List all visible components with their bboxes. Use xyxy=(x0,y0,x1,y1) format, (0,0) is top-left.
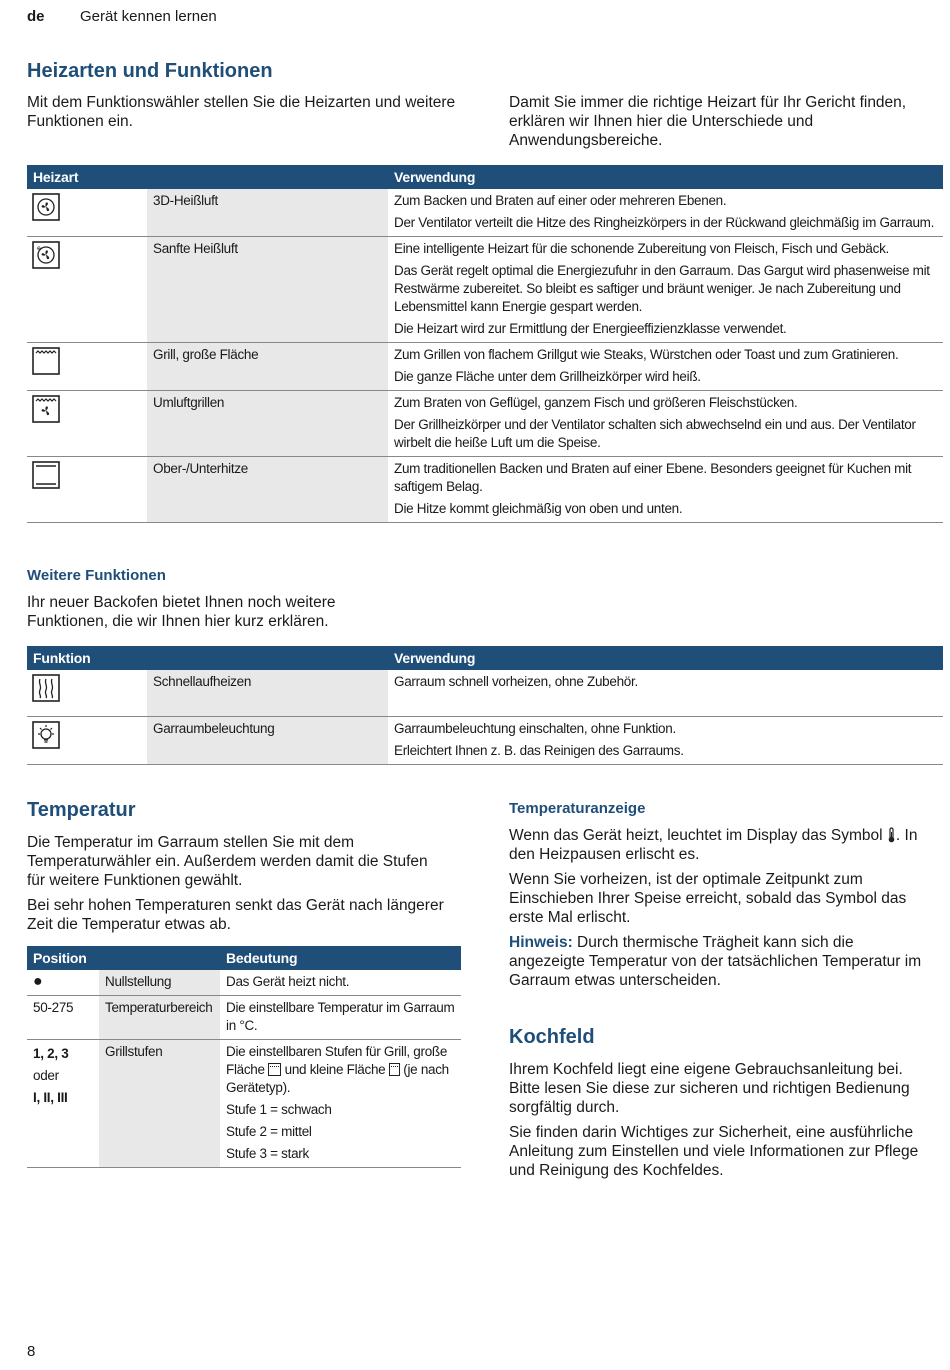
grill-position-numbers: 1, 2, 3 xyxy=(33,1046,69,1061)
heizart-use: Die ganze Fläche unter dem Grillheizkörper wird heiß. xyxy=(394,369,701,384)
position-value: ● xyxy=(27,970,99,996)
col-header-funktion: Funktion xyxy=(27,646,147,670)
grill-position-or: oder xyxy=(33,1068,59,1083)
table-row xyxy=(27,970,461,996)
position-label: Temperaturbereich xyxy=(99,996,220,1040)
kochfeld-text xyxy=(509,1060,929,1186)
funktion-name: Schnellaufheizen xyxy=(147,670,388,716)
heizart-use: Zum Backen und Braten auf einer oder mehreren Ebenen. xyxy=(394,193,727,208)
stufe-3: Stufe 3 = stark xyxy=(226,1146,309,1161)
temperatur-heading: Temperatur xyxy=(27,799,136,821)
temperatur-p2: Bei sehr hohen Temperaturen senkt das Gerät nach längerer Zeit die Temperatur etwas ab. xyxy=(27,897,444,933)
hinweis-label: Hinweis: xyxy=(509,934,573,951)
position-meaning: Das Gerät heizt nicht. xyxy=(220,970,461,996)
page-number: 8 xyxy=(27,1343,36,1360)
temperatur-p1: Die Temperatur im Garraum stellen Sie mit dem Temperaturwähler ein. Außerdem werden damit die Stufen für weitere Funktionen gewählt. xyxy=(27,834,428,889)
3d-hot-air-icon xyxy=(32,193,60,221)
position-value: 50-275 xyxy=(27,996,99,1040)
heizarten-intro-right: Damit Sie immer die richtige Heizart für Ihr Gericht finden, erklären wir Ihnen hier die Unterschiede und Anwendungsbereiche. xyxy=(509,94,907,149)
heizart-use: Das Gerät regelt optimal die Energiezufuhr in den Garraum. Das Gargut wird phasenweise mit Restwärme zubereitet. So bleibt es saftiger und bräunt weniger. Je nach Zubereitung und Lebensmittel kann Energie gespart werden. xyxy=(394,263,930,314)
heizart-name: 3D-Heißluft xyxy=(147,189,388,237)
heizarten-intro-left: Mit dem Funktionswähler stellen Sie die Heizarten und weitere Funktionen ein. xyxy=(27,94,456,130)
heizart-name: Sanfte Heißluft xyxy=(147,237,388,343)
top-bottom-heat-icon xyxy=(32,461,60,489)
col-header-verwendung: Verwendung xyxy=(388,165,943,189)
grill-meaning-a: Die einstellbaren Stufen für Grill, große Fläche xyxy=(226,1044,448,1077)
hinweis-text: Durch thermische Trägheit kann sich die angezeigte Temperatur von der tatsächlichen Temperatur im Garraum etwas unterscheiden. xyxy=(509,934,922,989)
fan-grill-icon xyxy=(32,395,60,423)
heizart-use: Der Grillheizkörper und der Ventilator schalten sich abwechselnd ein und aus. Der Ventilator wirbelt die heiße Luft um die Speise. xyxy=(394,417,916,450)
chapter-title: Gerät kennen lernen xyxy=(80,8,217,25)
col-header-position: Position xyxy=(27,946,99,970)
heizart-use: Zum Grillen von flachem Grillgut wie Steaks, Würstchen oder Toast und zum Gratinieren. xyxy=(394,347,899,362)
grill-position-roman: I, II, III xyxy=(33,1090,68,1105)
heizarten-table xyxy=(27,165,943,523)
heizart-name: Ober-/Unterhitze xyxy=(147,457,388,523)
kochfeld-heading: Kochfeld xyxy=(509,1026,595,1048)
table-row xyxy=(27,343,943,391)
temperatur-table xyxy=(27,946,461,1168)
anzeige-p1b: . In den Heizpausen erlischt es. xyxy=(509,827,918,863)
table-row xyxy=(27,237,943,343)
temperatur-text xyxy=(27,833,447,940)
heizart-use: Zum Braten von Geflügel, ganzem Fisch und größeren Fleischstücken. xyxy=(394,395,798,410)
anzeige-p2: Wenn Sie vorheizen, ist der optimale Zeitpunkt zum Einschieben Ihrer Speise erreicht, sobald das Symbol das erste Mal erlischt. xyxy=(509,871,907,926)
rapid-heat-icon xyxy=(32,674,60,702)
anzeige-heading: Temperaturanzeige xyxy=(509,800,646,817)
table-row xyxy=(27,1040,461,1168)
heizart-use: Die Heizart wird zur Ermittlung der Energieeffizienzklasse verwendet. xyxy=(394,321,787,336)
weitere-intro: Ihr neuer Backofen bietet Ihnen noch weitere Funktionen, die wir Ihnen hier kurz erklären. xyxy=(27,594,336,630)
position-label: Nullstellung xyxy=(99,970,220,996)
heizart-use: Die Hitze kommt gleichmäßig von oben und unten. xyxy=(394,501,683,516)
heizart-use: Der Ventilator verteilt die Hitze des Ringheizkörpers in der Rückwand gleichmäßig im Garraum. xyxy=(394,215,935,230)
funktion-use: Erleichtert Ihnen z. B. das Reinigen des Garraums. xyxy=(394,742,684,758)
table-row xyxy=(27,391,943,457)
language-code: de xyxy=(27,8,45,25)
col-header-bedeutung: Bedeutung xyxy=(220,946,461,970)
grill-large-icon xyxy=(268,1063,281,1076)
heizart-use: Zum traditionellen Backen und Braten auf einer Ebene. Besonders geeignet für Kuchen mit saftigem Belag. xyxy=(394,461,912,494)
anzeige-p1a: Wenn das Gerät heizt, leuchtet im Display das Symbol xyxy=(509,827,883,844)
funktion-name: Garraumbeleuchtung xyxy=(147,716,388,764)
table-row xyxy=(27,670,943,716)
heizart-name: Umluftgrillen xyxy=(147,391,388,457)
stufe-1: Stufe 1 = schwach xyxy=(226,1102,332,1117)
thermometer-icon xyxy=(887,827,896,843)
position-label: Grillstufen xyxy=(99,1040,220,1168)
svg-text:e: e xyxy=(37,245,41,252)
heizart-use: Eine intelligente Heizart für die schonende Zubereitung von Fleisch, Fisch und Gebäck. xyxy=(394,241,889,256)
weitere-table xyxy=(27,646,943,765)
grill-small-icon xyxy=(389,1063,400,1076)
table-row xyxy=(27,716,943,764)
gentle-hot-air-icon xyxy=(32,241,60,269)
grill-large-icon xyxy=(32,347,60,375)
oven-light-icon xyxy=(32,721,60,749)
table-row xyxy=(27,189,943,237)
col-header-verwendung: Verwendung xyxy=(388,646,943,670)
grill-meaning-b: und kleine Fläche xyxy=(284,1062,386,1077)
kochfeld-p1: Ihrem Kochfeld liegt eine eigene Gebrauchsanleitung bei. Bitte lesen Sie diese zur sicheren und richtigen Bedienung sorgfältig durch. xyxy=(509,1061,910,1116)
funktion-use: Garraumbeleuchtung einschalten, ohne Funktion. xyxy=(394,720,676,736)
funktion-use: Garraum schnell vorheizen, ohne Zubehör. xyxy=(394,674,638,689)
table-row xyxy=(27,996,461,1040)
position-meaning: Die einstellbare Temperatur im Garraum in °C. xyxy=(220,996,461,1040)
grill-meaning-c: (je nach Gerätetyp). xyxy=(226,1062,449,1095)
kochfeld-p2: Sie finden darin Wichtiges zur Sicherheit, eine ausführliche Anleitung zum Einstellen und viele Informationen zur Pflege und Reinigung des Kochfeldes. xyxy=(509,1124,919,1179)
heizart-name: Grill, große Fläche xyxy=(147,343,388,391)
heizarten-heading: Heizarten und Funktionen xyxy=(27,60,273,82)
weitere-heading: Weitere Funktionen xyxy=(27,567,166,584)
stufe-2: Stufe 2 = mittel xyxy=(226,1124,312,1139)
col-header-heizart: Heizart xyxy=(27,165,147,189)
table-row xyxy=(27,457,943,523)
anzeige-text xyxy=(509,826,929,996)
